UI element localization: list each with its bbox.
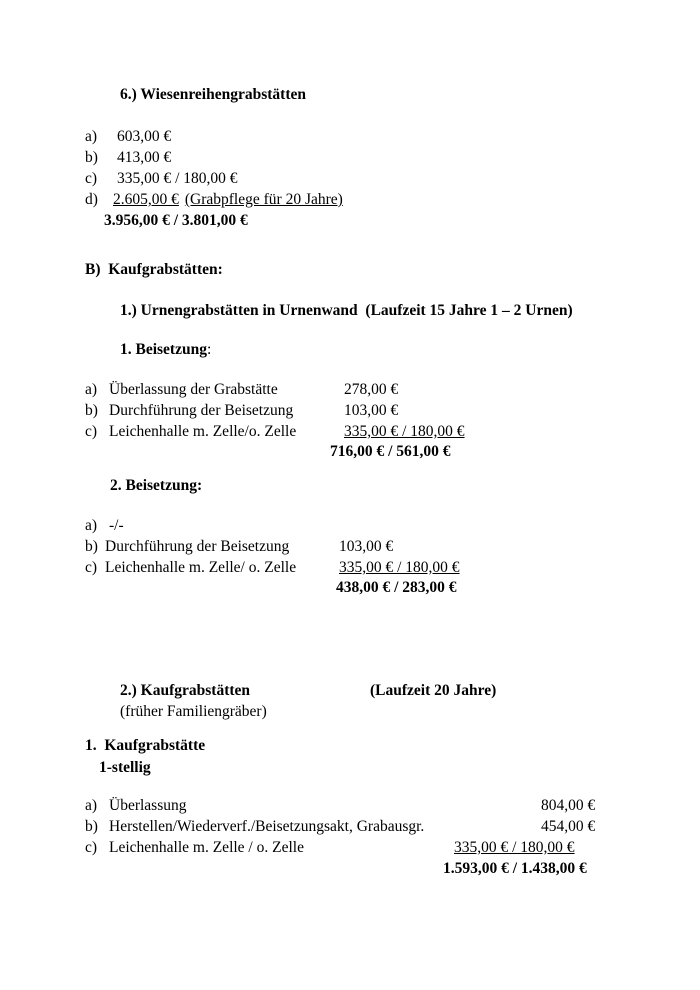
list-item [85,795,595,816]
heading-beisetzung-1 [120,339,211,360]
list-label: Leichenhalle m. Zelle/ o. Zelle [105,559,297,576]
list-label: Überlassung der Grabstätte [109,381,278,398]
list-value: 103,00 € [344,402,399,419]
list-item [85,400,398,421]
section-total: 1.593,00 € / 1.438,00 € [443,860,587,877]
list-label: Durchführung der Beisetzung [109,402,294,419]
list-marker: a) [85,797,98,814]
heading-beisetzung-1-text: 1. Beisetzung [120,341,207,358]
list-item-underlined [85,421,465,442]
heading-kaufgrabstaetten-2-laufzeit: (Laufzeit 20 Jahre) [370,682,497,699]
list-item [85,147,171,168]
list-label: Leichenhalle m. Zelle/o. Zelle [109,423,297,440]
section-total: 716,00 € / 561,00 € [330,443,451,460]
list-item [85,379,398,400]
list-item-underlined [85,837,575,858]
list-note: (Grabpflege für 20 Jahre) [184,191,343,208]
list-label: -/- [109,517,124,534]
list-label: Überlassung [109,797,187,814]
list-marker: b) [85,538,98,555]
list-marker: a) [85,517,98,534]
list-value: 603,00 € [117,128,172,145]
list-marker: b) [85,402,98,419]
item-heading-kaufgrabstaette: 1. Kaufgrabstätte [85,737,206,754]
list-item [85,168,238,189]
section-total: 438,00 € / 283,00 € [336,579,457,596]
list-label: Durchführung der Beisetzung [105,538,290,555]
list-value: 413,00 € [117,149,172,166]
list-marker: d) [85,191,98,208]
list-value: 454,00 € [541,818,596,835]
heading-urnengrabstaetten: 1.) Urnengrabstätten in Urnenwand (Laufzeit 15 Jahre 1 – 2 Urnen) [120,302,573,319]
list-marker: a) [85,128,98,145]
list-item-underlined [85,557,460,578]
list-marker: c) [85,170,98,187]
list-value: 335,00 € / 180,00 € [454,839,575,856]
list-marker: c) [85,839,98,856]
heading-wiesenreihengrabstaetten: 6.) Wiesenreihengrabstätten [120,86,306,103]
list-value: 2.605,00 € [113,191,179,208]
list-item [85,126,171,147]
heading-kaufgrabstaetten: B) Kaufgrabstätten: [85,261,223,278]
heading-beisetzung-2: 2. Beisetzung: [110,477,203,494]
list-label: Leichenhalle m. Zelle / o. Zelle [109,839,304,856]
section-total: 3.956,00 € / 3.801,00 € [104,212,248,229]
list-marker: b) [85,818,98,835]
list-item [85,515,124,536]
list-marker: c) [85,423,98,440]
item-heading-stellig: 1-stellig [99,759,151,776]
list-marker: a) [85,381,98,398]
heading-kaufgrabstaetten-2-text: 2.) Kaufgrabstätten [120,682,251,699]
list-value: 335,00 € / 180,00 € [339,559,460,576]
subtitle-familiengraeber: (früher Familiengräber) [120,703,267,720]
list-value: 335,00 € / 180,00 € [117,170,238,187]
list-value: 804,00 € [541,797,596,814]
list-value: 335,00 € / 180,00 € [344,423,465,440]
heading-kaufgrabstaetten-2 [120,680,496,701]
list-marker: c) [85,559,98,576]
heading-beisetzung-1-suffix: : [206,341,212,358]
list-item [85,816,595,837]
list-marker: b) [85,149,98,166]
list-item-underlined [85,189,343,210]
list-item [85,536,393,557]
list-label: Herstellen/Wiederverf./Beisetzungsakt, Grabausgr. [109,818,425,835]
list-value: 278,00 € [344,381,399,398]
list-value: 103,00 € [339,538,394,555]
